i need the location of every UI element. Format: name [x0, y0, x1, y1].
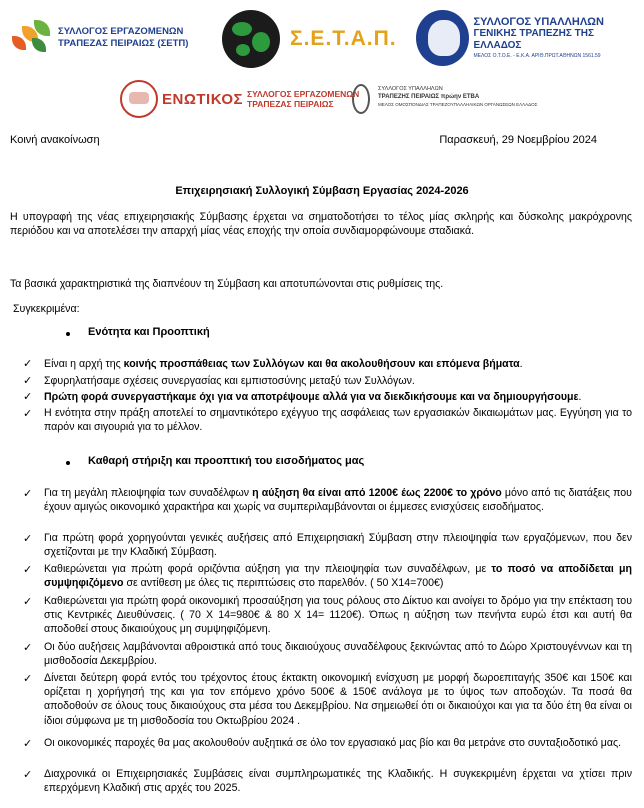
leaf-icon	[10, 18, 54, 58]
etva-logo	[346, 82, 537, 112]
list-item: Η ενότητα στην πράξη αποτελεί το σημαντικότερο εχέγγυο της ασφάλειας των εργασιακών δικαιωμάτων μας. Εγγύηση για το παρόν και σιγουριά για το μέλλον.	[44, 407, 632, 434]
page-title: Επιχειρησιακή Συλλογική Σύμβαση Εργασίας 2024-2026	[175, 185, 469, 197]
list-item: Οι οικονομικές παροχές θα μας ακολουθούν αυξητικά σε όλο τον εργασιακό μας βίο και θα μετράνε στο συνταξιοδοτικό μας.	[44, 737, 622, 749]
union-logo-line2: ΓΕΝΙΚΗΣ ΤΡΑΠΕΖΗΣ ΤΗΣ ΕΛΛΑΔΟΣ	[473, 28, 594, 51]
check-icon: ✓	[23, 375, 33, 387]
enotikos-logo-name: ΕΝΩΤΙΚΟΣ	[162, 90, 244, 108]
check-icon: ✓	[23, 533, 33, 545]
logo-row-bottom	[110, 80, 560, 120]
check-icon: ✓	[23, 596, 33, 608]
check-icon: ✓	[23, 358, 33, 370]
section-bullet	[66, 332, 70, 336]
check-icon: ✓	[23, 769, 33, 781]
list-item: Οι δύο αυξήσεις λαμβάνονται αθροιστικά από τους δικαιούχους συναδέλφους ξεκινώντας από το Δώρο Χριστουγέννων και τη μισθοδοσία Δεκεμβρίου.	[44, 641, 632, 668]
handshake-icon	[120, 80, 158, 118]
announcement-type: Κοινή ανακοίνωση	[10, 134, 100, 146]
features-paragraph: Τα βασικά χαρακτηριστικά της διαπνέουν τη Σύμβαση και αποτυπώνονται στις ρυθμίσεις της.	[10, 278, 444, 290]
etva-logo-line2: ΤΡΑΠΕΖΗΣ ΠΕΙΡΑΙΩΣ πρώην ΕΤΒΑ	[378, 94, 480, 100]
specifically-label: Συγκεκριμένα:	[13, 303, 80, 315]
setp-logo-line1: ΣΥΛΛΟΓΟΣ ΕΡΓΑΖΟΜΕΝΩΝ	[58, 26, 184, 37]
list-item: Δίνεται δεύτερη φορά εντός του τρέχοντος έτους έκτακτη οικονομική ενίσχυση με μορφή δωροεπιταγής 350€ και 150€ και ορίζεται η χορήγησή της και για τον επόμενο χρόνο 500€ & 150€ ανάλογα με το ύψος των αποδοχών. Τα ποσά θα αποδοθούν σε όλους τους δικαιούχους στα μέσα του Δεκεμβρίου. Να σημειωθεί ότι οι δικαιούχοι και για τα δύο έτη θα είναι οι ίδιοι σύμφωνα με τη μισθοδοσία του Οκτωβρίου 2024 .	[44, 672, 632, 727]
list-item: Καθιερώνεται για πρώτη φορά οριζόντια αύξηση για την πλειοψηφία των συναδέλφων, με το ποσό να αποδίδεται μη συμψηφιζόμενο σε αντίθεση με όλες τις περιπτώσεις στο παρελθόν. ( 50 Χ14=700€)	[44, 563, 632, 590]
enotikos-logo-line1: ΣΥΛΛΟΓΟΣ ΕΡΓΑΖΟΜΕΝΩΝ	[247, 89, 360, 99]
check-icon: ✓	[23, 673, 33, 685]
etva-logo-line3: ΜΕΛΟΣ ΟΜΟΣΠΟΝΔΙΑΣ ΤΡΑΠΕΖΟΥΠΑΛΛΗΛΙΚΩΝ ΟΡΓΑΝΩΣΕΩΝ ΕΛΛΑΔΟΣ	[378, 102, 538, 107]
check-icon: ✓	[23, 642, 33, 654]
list-item: Για τη μεγάλη πλειοψηφία των συναδέλφων η αύξηση θα είναι από 1200€ έως 2200€ το χρόνο μόνο από τις διατάξεις που έχουν αμιγώς οικονομικό χαρακτήρα και χωρίς να συμπεριλαμβάνονται οι έμμεσες ενισχύσεις εισοδήματος.	[44, 487, 632, 514]
list-item: Πρώτη φορά συνεργαστήκαμε όχι για να αποτρέψουμε αλλά για να διεκδικήσουμε και να δημιουργήσουμε.	[44, 391, 582, 403]
enotikos-logo-line2: ΤΡΑΠΕΖΑΣ ΠΕΙΡΑΙΩΣ	[247, 99, 334, 109]
section-heading-income: Καθαρή στήριξη και προοπτική του εισοδήματος μας	[88, 455, 365, 467]
setp-logo	[10, 18, 188, 58]
list-item: Είναι η αρχή της κοινής προσπάθειας των Συλλόγων και θα ακολουθήσουν και επόμενα βήματα.	[44, 358, 523, 370]
check-icon: ✓	[23, 408, 33, 420]
intro-paragraph: Η υπογραφή της νέας επιχειρησιακής Σύμβασης έρχεται να σηματοδοτήσει το τέλος μίας σκληρής και δύσκολης μακρόχρονης περιόδου και να αποτελέσει την απαρχή μίας νέας εποχής την οποία συνδιαμορφώνουμε σταδιακά.	[10, 211, 632, 238]
union-logo-line1: ΣΥΛΛΟΓΟΣ ΥΠΑΛΛΗΛΩΝ	[473, 16, 604, 28]
etva-logo-line1: ΣΥΛΛΟΓΟΣ ΥΠΑΛΛΗΛΩΝ	[378, 86, 443, 92]
check-icon: ✓	[23, 564, 33, 576]
union-logo	[416, 10, 634, 66]
setap-logo	[222, 10, 397, 68]
setp-logo-line2: ΤΡΑΠΕΖΑΣ ΠΕΙΡΑΙΩΣ (ΣΕΤΠ)	[58, 38, 189, 49]
announcement-date: Παρασκευή, 29 Νοεμβρίου 2024	[439, 134, 597, 146]
union-logo-line3: ΜΕΛΟΣ Ο.Τ.Ο.Ε. - Ε.Κ.Α. ΑΡΙΘ.ΠΡΩΤ.ΑΘΗΝΩΝ 1561.59	[473, 53, 601, 59]
check-icon: ✓	[23, 391, 33, 403]
globe-icon	[222, 10, 280, 68]
section-bullet	[66, 461, 70, 465]
enotikos-logo	[120, 80, 359, 118]
emblem-icon	[346, 82, 372, 112]
list-item: Για πρώτη φορά χορηγούνται γενικές αυξήσεις από Επιχειρησιακή Σύμβαση στην πλειοψηφία των εργαζόμενων, που δεν σχετίζονται με την Κλαδική Σύμβαση.	[44, 532, 632, 559]
list-item: Καθιερώνεται για πρώτη φορά οικονομική προσαύξηση για τους ρόλους στο Δίκτυο και ανοίγει το δρόμο για την επέκταση του στις Κεντρικές Διευθύνσεις. ( 70 Χ 14=980€ & 80 Χ 14= 1120€). Όπως η αύξηση των πενήντα ευρώ έτσι και αυτή θα αποδοθεί στους δικαιούχους μη συμψηφιζόμενη.	[44, 595, 632, 636]
seal-icon	[416, 10, 469, 66]
check-icon: ✓	[23, 488, 33, 500]
logo-row-top	[10, 10, 634, 70]
check-icon: ✓	[23, 738, 33, 750]
list-item: Σφυρηλατήσαμε σχέσεις συνεργασίας και εμπιστοσύνης μεταξύ των Συλλόγων.	[44, 375, 415, 387]
list-item: Διαχρονικά οι Επιχειρησιακές Συμβάσεις είναι συμπληρωματικές της Κλαδικής. Η συγκεκριμένη έρχεται να χτίσει πριν επερχόμενη Κλαδική στις αρχές του 2025.	[44, 768, 632, 795]
section-heading-unity: Ενότητα και Προοπτική	[88, 326, 210, 338]
setap-logo-text: Σ.Ε.Τ.Α.Π.	[290, 27, 397, 50]
